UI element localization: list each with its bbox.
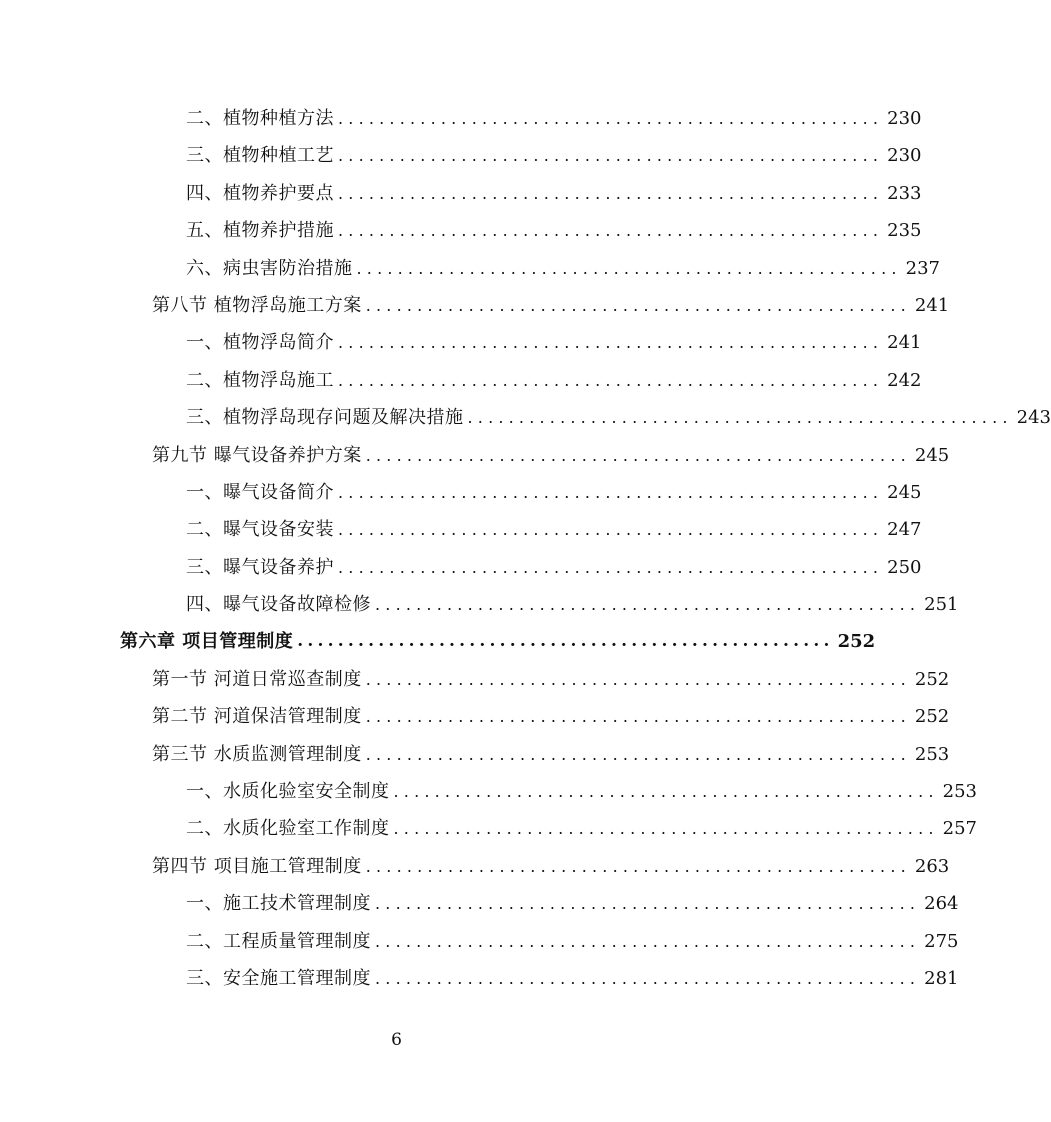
toc-entry-page-number: 253 bbox=[914, 743, 950, 765]
toc-dot-leader: ..................................................... bbox=[365, 856, 911, 876]
toc-entry-title: 四、曝气设备故障检修 bbox=[186, 594, 371, 616]
toc-entry-item[interactable] bbox=[0, 923, 959, 960]
toc-dot-leader: ..................................................... bbox=[365, 445, 911, 465]
toc-entry-item[interactable] bbox=[0, 773, 978, 810]
toc-entry-chapter[interactable] bbox=[0, 623, 876, 660]
toc-entry-title: 二、植物种植方法 bbox=[186, 108, 334, 129]
toc-entry-title: 三、曝气设备养护 bbox=[186, 556, 334, 578]
toc-dot-leader: ..................................................... bbox=[375, 968, 921, 988]
toc-entry-title: 第四节 项目施工管理制度 bbox=[152, 855, 362, 877]
toc-entry-title: 一、曝气设备简介 bbox=[186, 481, 334, 503]
toc-entry-page-number: 235 bbox=[887, 220, 922, 242]
toc-dot-leader: ..................................................... bbox=[365, 669, 911, 689]
toc-dot-leader: ..................................................... bbox=[338, 183, 884, 203]
toc-entry-page-number: 252 bbox=[914, 706, 950, 728]
toc-entry-page-number: 252 bbox=[837, 631, 876, 653]
toc-dot-leader: ..................................................... bbox=[338, 370, 884, 390]
toc-entry-page-number: 230 bbox=[887, 145, 922, 167]
toc-entry-item[interactable] bbox=[0, 324, 922, 361]
toc-entry-page-number: 252 bbox=[914, 668, 950, 690]
toc-entry-title: 三、植物种植工艺 bbox=[186, 145, 334, 167]
toc-entry-page-number: 245 bbox=[887, 481, 922, 503]
toc-entry-item[interactable] bbox=[0, 137, 922, 174]
toc-entry-item[interactable] bbox=[0, 511, 922, 548]
toc-entry-page-number: 251 bbox=[924, 594, 959, 616]
toc-dot-leader: ..................................................... bbox=[375, 894, 921, 914]
toc-dot-leader: ..................................................... bbox=[467, 408, 1013, 428]
toc-entry-title: 二、工程质量管理制度 bbox=[186, 930, 371, 952]
toc-dot-leader: ..................................................... bbox=[338, 221, 884, 241]
toc-entry-title: 第九节 曝气设备养护方案 bbox=[152, 444, 362, 466]
toc-entry-page-number: 247 bbox=[887, 519, 922, 541]
toc-entry-title: 第一节 河道日常巡查制度 bbox=[152, 668, 362, 690]
toc-entry-page-number: 264 bbox=[924, 893, 959, 915]
toc-entry-item[interactable] bbox=[0, 399, 1051, 436]
toc-dot-leader: ..................................................... bbox=[375, 595, 921, 615]
toc-entry-item[interactable] bbox=[0, 250, 941, 287]
table-of-contents bbox=[0, 100, 1051, 997]
toc-entry-section[interactable] bbox=[0, 848, 950, 885]
toc-entry-page-number: 281 bbox=[924, 967, 959, 989]
toc-entry-title: 四、植物养护要点 bbox=[186, 182, 334, 204]
toc-entry-page-number: 241 bbox=[887, 332, 922, 354]
toc-dot-leader: ..................................................... bbox=[338, 109, 884, 128]
toc-entry-page-number: 237 bbox=[905, 257, 941, 279]
toc-entry-page-number: 243 bbox=[1016, 407, 1051, 429]
toc-entry-title: 第三节 水质监测管理制度 bbox=[152, 743, 362, 765]
toc-entry-page-number: 253 bbox=[942, 781, 978, 803]
toc-entry-page-number: 250 bbox=[887, 556, 922, 578]
toc-entry-page-number: 241 bbox=[914, 294, 950, 316]
toc-entry-item[interactable] bbox=[0, 960, 959, 997]
toc-entry-title: 第八节 植物浮岛施工方案 bbox=[152, 294, 362, 316]
toc-entry-title: 第六章 项目管理制度 bbox=[120, 631, 294, 653]
toc-dot-leader: ..................................................... bbox=[338, 482, 884, 502]
toc-entry-title: 六、病虫害防治措施 bbox=[186, 257, 353, 279]
toc-entry-item[interactable] bbox=[0, 100, 922, 137]
toc-entry-item[interactable] bbox=[0, 362, 922, 399]
toc-entry-title: 三、植物浮岛现存问题及解决措施 bbox=[186, 407, 464, 429]
toc-dot-leader: ..................................................... bbox=[365, 707, 911, 727]
toc-entry-page-number: 242 bbox=[887, 369, 922, 391]
toc-dot-leader: ..................................................... bbox=[393, 782, 939, 802]
toc-dot-leader: ..................................................... bbox=[338, 557, 884, 577]
toc-entry-item[interactable] bbox=[0, 212, 922, 249]
toc-entry-section[interactable] bbox=[0, 287, 950, 324]
toc-dot-leader: ..................................................... bbox=[393, 819, 939, 839]
toc-entry-title: 一、植物浮岛简介 bbox=[186, 332, 334, 354]
toc-entry-title: 二、植物浮岛施工 bbox=[186, 369, 334, 391]
toc-entry-section[interactable] bbox=[0, 437, 950, 474]
toc-entry-title: 第二节 河道保洁管理制度 bbox=[152, 706, 362, 728]
toc-entry-item[interactable] bbox=[0, 474, 922, 511]
page-number: 6 bbox=[391, 1030, 402, 1050]
toc-entry-title: 一、水质化验室安全制度 bbox=[186, 781, 390, 803]
toc-entry-title: 二、水质化验室工作制度 bbox=[186, 818, 390, 840]
toc-entry-item[interactable] bbox=[0, 175, 922, 212]
toc-dot-leader: ..................................................... bbox=[338, 146, 884, 166]
toc-entry-page-number: 245 bbox=[914, 444, 950, 466]
toc-entry-section[interactable] bbox=[0, 736, 950, 773]
toc-entry-title: 一、施工技术管理制度 bbox=[186, 893, 371, 915]
toc-entry-page-number: 230 bbox=[887, 108, 922, 129]
toc-entry-title: 二、曝气设备安装 bbox=[186, 519, 334, 541]
toc-dot-leader: ..................................................... bbox=[375, 931, 921, 951]
toc-entry-title: 三、安全施工管理制度 bbox=[186, 967, 371, 989]
toc-dot-leader: ..................................................... bbox=[365, 744, 911, 764]
toc-entry-item[interactable] bbox=[0, 549, 922, 586]
toc-entry-item[interactable] bbox=[0, 586, 959, 623]
toc-entry-page-number: 233 bbox=[887, 182, 922, 204]
toc-entry-section[interactable] bbox=[0, 698, 950, 735]
toc-entry-page-number: 263 bbox=[914, 855, 950, 877]
toc-dot-leader: ..................................................... bbox=[297, 631, 834, 652]
toc-entry-page-number: 275 bbox=[924, 930, 959, 952]
toc-entry-title: 五、植物养护措施 bbox=[186, 220, 334, 242]
toc-entry-section[interactable] bbox=[0, 661, 950, 698]
toc-entry-item[interactable] bbox=[0, 885, 959, 922]
toc-dot-leader: ..................................................... bbox=[356, 258, 902, 278]
toc-dot-leader: ..................................................... bbox=[365, 295, 911, 315]
toc-dot-leader: ..................................................... bbox=[338, 333, 884, 353]
toc-entry-page-number: 257 bbox=[942, 818, 978, 840]
toc-dot-leader: ..................................................... bbox=[338, 520, 884, 540]
toc-entry-item[interactable] bbox=[0, 810, 978, 847]
